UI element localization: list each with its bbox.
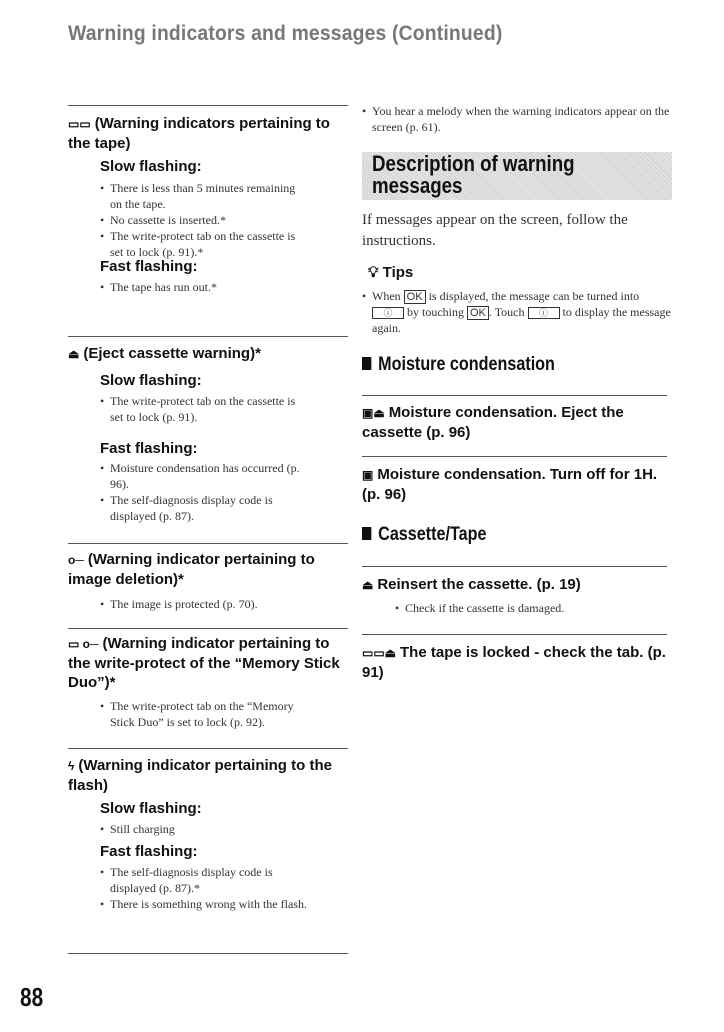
list-item: • The self-diagnosis display code is displayed (p. 87).* [100,864,310,896]
eject-warning-heading: ⏏ (Eject cassette warning)* [68,345,261,362]
square-bullet-icon [362,527,371,540]
page-title: Warning indicators and messages (Continued) [68,22,503,45]
tape-locked-message: ▭▭⏏ The tape is locked - check the tab. (p. 91) [362,644,666,681]
flash-icon: ϟ [68,759,75,773]
slow-flashing-label: Slow flashing: [100,372,202,389]
list-item: • Check if the cassette is damaged. [395,600,665,616]
page-number: 88 [20,982,44,1012]
lightbulb-icon: 💡︎ [368,264,383,281]
slow-flashing-label: Slow flashing: [100,800,202,817]
divider [68,953,348,954]
section-banner: Description of warning messages [362,152,672,200]
tips-heading: 💡︎ Tips [368,264,414,281]
slow-flashing-label: Slow flashing: [100,158,202,175]
ok-button-glyph: OK [467,306,489,320]
memory-stick-key-icon: ▭ o─ [68,637,99,651]
deletion-warning-heading: o─ (Warning indicator pertaining to image deletion)* [68,551,315,588]
tape-eject-icon: ▭▭⏏ [362,646,397,660]
footnote: • You hear a melody when the warning indicators appear on the screen (p. 61). [362,103,672,135]
list-item: • There is something wrong with the flash. [100,896,310,912]
list-item: • The self-diagnosis display code is displayed (p. 87). [100,492,310,524]
divider [68,543,348,544]
list-item: • The tape has run out.* [100,279,310,295]
warning-button-glyph: ⓘ [372,307,404,319]
list-item: • The image is protected (p. 70). [100,596,320,612]
moisture-eject-message: ▣⏏ Moisture condensation. Eject the cassette (p. 96) [362,404,624,441]
fast-flashing-label: Fast flashing: [100,440,198,457]
tape-warning-icon: ▭▭ [68,117,91,131]
tips-item: • When OK is displayed, the message can be turned into ⓘ by touching OK . Touch ⓘ to display the message again. [362,288,672,336]
list-item: • The write-protect tab on the “Memory Stick Duo” is set to lock (p. 92). [100,698,310,730]
list-item: • The write-protect tab on the cassette is set to lock (p. 91). [100,393,310,425]
list-item: • Still charging [100,821,310,837]
warning-button-glyph: ⓘ [528,307,560,319]
divider [362,456,667,457]
reinsert-message: ⏏ Reinsert the cassette. (p. 19) [362,576,581,593]
moisture-eject-icon: ▣⏏ [362,406,385,420]
divider [68,336,348,337]
divider [362,395,667,396]
eject-icon: ⏏ [362,578,374,592]
cassette-section-title: Cassette/Tape [362,524,486,546]
list-item: • The write-protect tab on the cassette is set to lock (p. 91).* [100,228,310,260]
divider [362,566,667,567]
list-item: • There is less than 5 minutes remaining on the tape. [100,180,310,212]
list-item: • No cassette is inserted.* [100,212,310,228]
fast-flashing-label: Fast flashing: [100,258,198,275]
moisture-icon: ▣ [362,468,374,482]
intro-text: If messages appear on the screen, follow the instructions. [362,212,628,249]
moisture-section-title: Moisture condensation [362,354,555,376]
fast-flashing-label: Fast flashing: [100,843,198,860]
memory-stick-warning-heading: ▭ o─ (Warning indicator pertaining to the write-protect of the “Memory Stick Duo”)* [68,635,340,691]
divider [68,105,348,106]
list-item: • Moisture condensation has occurred (p. 96). [100,460,310,492]
tape-warning-heading: ▭▭ (Warning indicators pertaining to the tape) [68,115,330,152]
ok-button-glyph: OK [404,290,426,304]
flash-warning-heading: ϟ (Warning indicator pertaining to the flash) [68,757,332,794]
key-icon: o─ [68,553,84,567]
divider [68,628,348,629]
divider [362,634,667,635]
square-bullet-icon [362,357,371,370]
moisture-turnoff-message: ▣ Moisture condensation. Turn off for 1H. (p. 96) [362,466,658,503]
eject-icon: ⏏ [68,347,80,361]
divider [68,748,348,749]
